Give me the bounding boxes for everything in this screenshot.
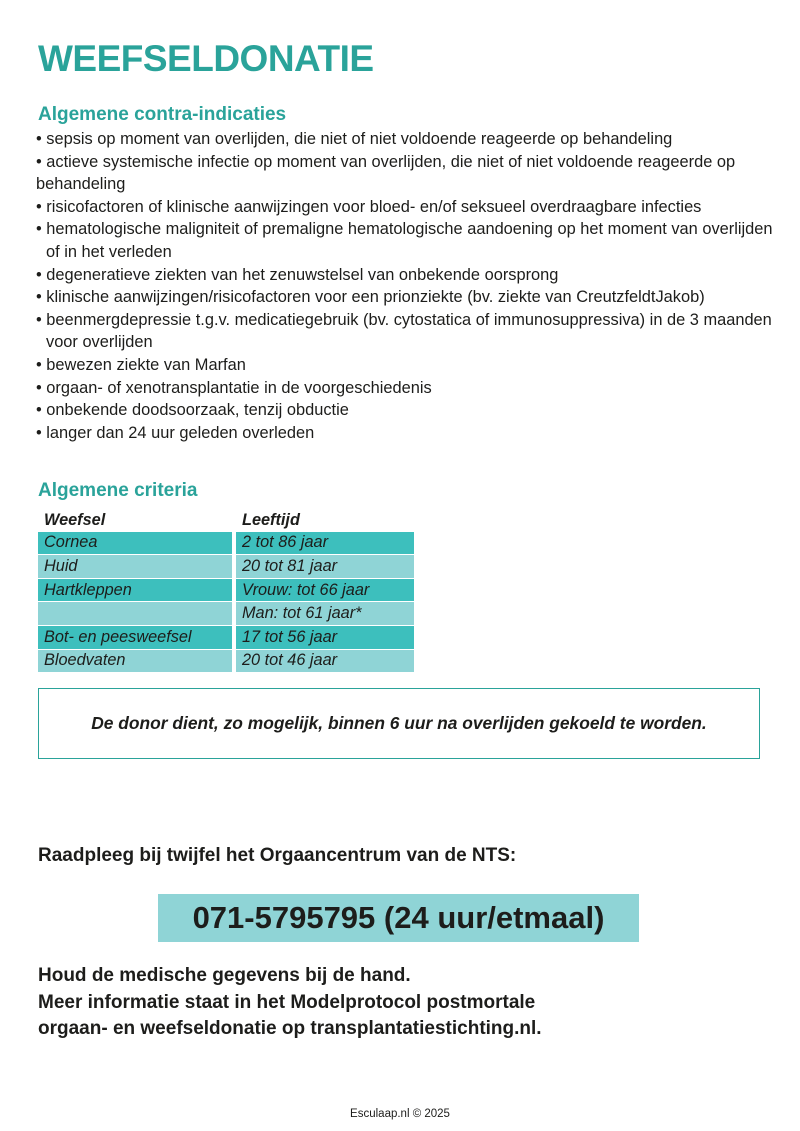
table-row [38,532,414,556]
list-item: • beenmergdepressie t.g.v. medicatiegebruik (bv. cytostatica of immunosuppressiva) in de 3 maanden voor overlijden [36,310,772,352]
leeftijd-cell: 17 tot 56 jaar [236,626,414,650]
info-line: orgaan- en weefseldonatie op transplantatiestichting.nl. [38,1018,542,1039]
weefsel-cell: Cornea [38,532,236,556]
contra-indications-list [36,128,776,444]
leeftijd-cell: 2 tot 86 jaar [236,532,414,556]
table-row [38,626,414,650]
list-item: • onbekende doodsoorzaak, tenzij obductie [36,401,349,420]
weefsel-cell: Hartkleppen [38,579,236,603]
list-item: • orgaan- of xenotransplantatie in de voorgeschiedenis [36,378,432,397]
list-item: • actieve systemische infectie op moment van overlijden, die niet of niet voldoende reageerde op behandeling [36,152,736,194]
list-item: • risicofactoren of klinische aanwijzingen voor bloed- en/of seksueel overdraagbare infecties [36,197,702,216]
column-header-weefsel: Weefsel [38,509,236,532]
criteria-heading: Algemene criteria [38,480,198,501]
criteria-table [38,509,414,673]
contra-indications-heading: Algemene contra-indicaties [38,104,287,125]
list-item: • bewezen ziekte van Marfan [36,355,246,374]
list-item: • hematologische maligniteit of premaligne hematologische aandoening op het moment van overlijden of in het verleden [36,220,773,261]
leeftijd-cell: Vrouw: tot 66 jaar [236,579,414,603]
leeftijd-cell: Man: tot 61 jaar* [236,602,414,626]
column-header-leeftijd: Leeftijd [242,510,300,529]
page-title: WEEFSELDONATIE [38,38,374,79]
footer-copyright: Esculaap.nl © 2025 [350,1108,450,1120]
table-row [38,579,414,603]
leeftijd-cell: 20 tot 46 jaar [236,650,414,674]
consult-heading: Raadpleeg bij twijfel het Orgaancentrum van de NTS: [38,845,517,866]
weefsel-cell: Bloedvaten [38,650,236,674]
table-row [38,555,414,579]
info-block [38,963,758,1043]
cooling-notice-box [38,688,760,759]
table-row [38,602,414,626]
list-item: • klinische aanwijzingen/risicofactoren voor een prionziekte (bv. ziekte van CreutzfeldtJakob) [36,288,705,307]
weefsel-cell: Huid [38,555,236,579]
list-item: • degeneratieve ziekten van het zenuwstelsel van onbekende oorsprong [36,265,559,284]
leeftijd-cell: 20 tot 81 jaar [236,555,414,579]
weefsel-cell [38,602,236,626]
phone-number-box [158,894,639,942]
info-line: Meer informatie staat in het Modelprotocol postmortale [38,991,536,1013]
phone-number: 071-5795795 (24 uur/etmaal) [192,900,605,935]
cooling-notice-text: De donor dient, zo mogelijk, binnen 6 uur na overlijden gekoeld te worden. [91,713,707,733]
weefsel-cell: Bot- en peesweefsel [38,626,236,650]
table-header-row [38,509,414,532]
list-item: • langer dan 24 uur geleden overleden [36,423,315,442]
table-row [38,650,414,674]
list-item: • sepsis op moment van overlijden, die niet of niet voldoende reageerde op behandeling [36,130,673,148]
info-line: Houd de medische gegevens bij de hand. [38,965,411,986]
